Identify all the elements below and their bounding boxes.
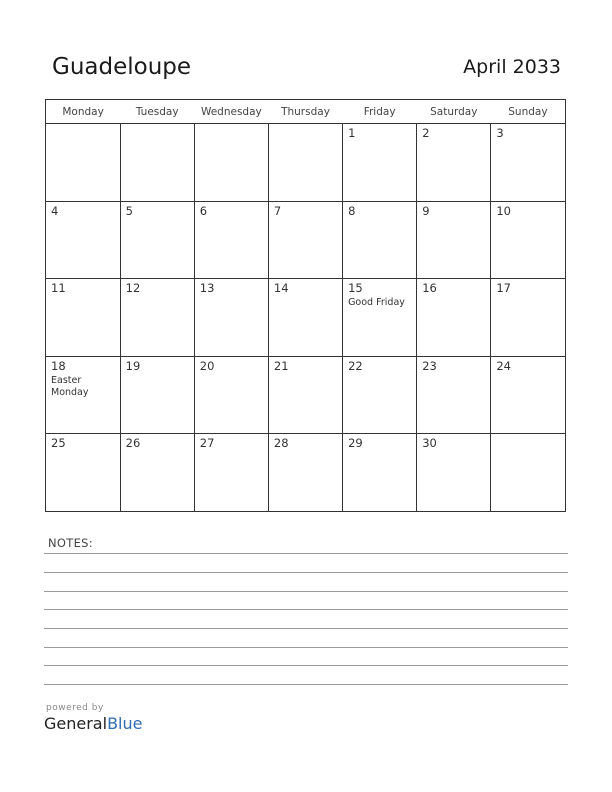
week-row [46,434,565,512]
day-cell [120,434,194,512]
holiday-label: Easter Monday [51,374,89,398]
day-number: 22 [348,358,363,373]
day-cell [268,434,342,512]
day-cell [46,434,120,512]
day-number: 21 [273,358,289,373]
day-number: 9 [422,203,430,218]
day-number: 13 [199,281,215,296]
day-number: 2 [422,126,430,140]
day-cell [194,279,268,357]
day-number: 7 [273,203,282,218]
month-year-label: April 2033 [463,56,561,78]
day-cell [268,279,342,357]
notes-label: NOTES: [48,536,93,550]
weekday-header: Saturday [417,100,491,124]
day-cell [46,201,120,279]
day-cell [491,279,565,357]
notes-line [44,665,568,666]
day-cell [417,434,491,512]
notes-line [44,628,568,629]
day-number: 19 [125,358,141,373]
week-row [46,356,565,434]
weekday-header: Sunday [491,100,565,124]
weekday-header: Tuesday [120,100,194,124]
day-number: 8 [348,203,356,218]
day-cell [417,356,491,434]
day-number: 30 [422,436,437,451]
day-cell [120,201,194,279]
day-cell [343,356,417,434]
day-cell [46,356,120,434]
day-cell [194,434,268,512]
day-number: 27 [199,436,215,451]
weekday-header-row [46,100,565,124]
notes-line [44,591,568,592]
day-number: 26 [125,436,141,451]
day-cell [268,356,342,434]
calendar-grid [45,99,566,512]
day-number: 3 [496,126,504,140]
week-row [46,279,565,357]
day-number: 20 [199,358,215,373]
brand-blue: Blue [107,714,143,733]
day-cell [417,124,491,202]
notes-line [44,553,568,554]
day-number: 24 [496,358,511,373]
day-cell [491,124,565,202]
notes-line [44,609,568,610]
day-cell [194,356,268,434]
day-number: 10 [496,203,511,218]
generalblue-logo [44,703,142,733]
notes-line [44,684,568,685]
day-cell [46,124,120,202]
day-number: 28 [273,436,289,451]
notes-line [44,647,568,648]
day-number: 6 [199,203,208,218]
day-number: 4 [51,203,59,218]
day-cell [268,124,342,202]
day-number: 23 [422,358,437,373]
holiday-label: Good Friday [348,297,405,309]
day-number: 12 [125,281,141,296]
day-number: 17 [496,281,511,296]
notes-line [44,572,568,573]
day-cell [120,356,194,434]
day-number: 15 [348,281,363,296]
day-cell [120,124,194,202]
day-cell [194,124,268,202]
day-cell [491,201,565,279]
day-cell [46,279,120,357]
weekday-header: Monday [46,100,120,124]
day-number: 29 [348,436,363,451]
day-number: 16 [422,281,437,296]
day-cell [194,201,268,279]
week-row [46,124,565,202]
brand-wordmark [44,714,142,733]
weekday-header: Thursday [268,100,342,124]
day-cell [343,279,417,357]
day-number: 18 [51,358,66,373]
day-cell [268,201,342,279]
day-cell [417,279,491,357]
day-cell [491,356,565,434]
day-cell [491,434,565,512]
day-cell [343,124,417,202]
day-number: 25 [51,436,66,451]
calendar-title: Guadeloupe [52,54,192,80]
day-number: 11 [51,281,66,296]
day-cell [417,201,491,279]
day-cell [343,201,417,279]
weekday-header: Wednesday [194,100,268,124]
powered-by-text: powered by [46,703,104,713]
day-number: 5 [125,203,133,218]
week-row [46,201,565,279]
day-number: 14 [273,281,289,296]
day-cell [343,434,417,512]
day-cell [120,279,194,357]
weekday-header: Friday [343,100,417,124]
brand-general: General [44,714,108,733]
day-number: 1 [348,126,356,140]
